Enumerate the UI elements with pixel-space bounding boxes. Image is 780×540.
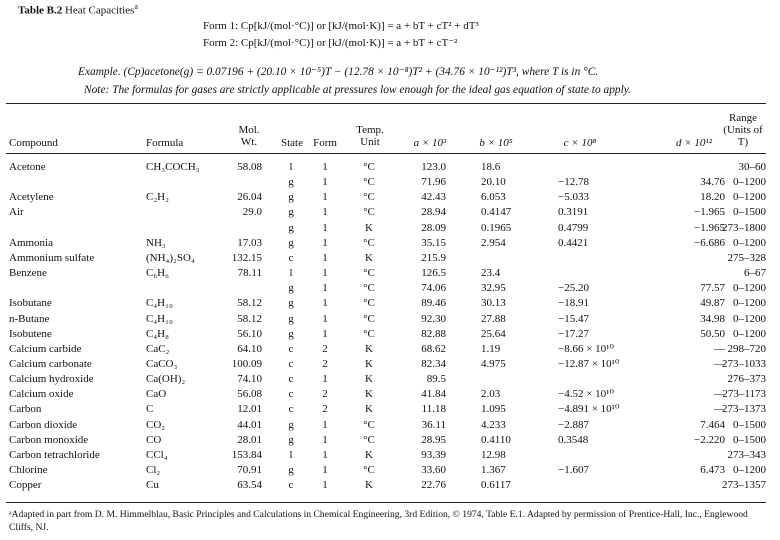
temp-unit-cell: °C: [363, 206, 375, 219]
a-coefficient-cell: 71.96: [421, 176, 446, 189]
temp-unit-cell: K: [365, 388, 373, 401]
table-row: [0, 402, 780, 416]
range-cell: 0–1200: [733, 236, 766, 249]
b-coefficient-cell: 12.98: [481, 448, 506, 461]
table-label: Table B.2: [18, 4, 63, 17]
c-coefficient-cell: −12.87 × 10¹⁰: [558, 357, 620, 370]
mol-wt-cell: 64.10: [237, 342, 262, 355]
form-cell: 1: [322, 206, 328, 219]
table-row: [0, 433, 780, 447]
range-cell: 298–720: [727, 342, 766, 355]
mol-wt-cell: 100.09: [231, 357, 262, 370]
range-cell: 30–60: [738, 161, 766, 173]
state-cell: c: [288, 479, 294, 492]
c-coefficient-cell: −1.607: [558, 464, 589, 476]
compound-cell: Copper: [9, 479, 42, 492]
table-row: [0, 418, 780, 432]
mol-wt-cell: 44.01: [237, 418, 262, 431]
header-a: a × 10³: [413, 137, 447, 149]
compound-cell: Isobutane: [9, 297, 52, 310]
header-state: State: [281, 137, 303, 149]
table-row: [0, 478, 780, 492]
compound-cell: Calcium carbide: [9, 342, 82, 355]
state-cell: l: [289, 448, 293, 461]
c-coefficient-cell: −4.52 × 10¹⁰: [558, 388, 614, 401]
a-coefficient-cell: 92.30: [421, 312, 446, 325]
form-cell: 1: [322, 161, 328, 173]
state-cell: c: [288, 373, 294, 386]
c-coefficient-cell: −18.91: [558, 297, 589, 310]
compound-cell: n-Butane: [9, 312, 50, 325]
form-cell: 1: [322, 479, 328, 492]
range-cell: 6–67: [744, 267, 766, 280]
formula-cell: C₄H₁₀: [146, 297, 173, 310]
state-cell: g: [288, 327, 294, 340]
compound-cell: Acetone: [9, 161, 46, 173]
state-cell: g: [288, 282, 294, 295]
range-cell: 273–343: [727, 448, 766, 461]
b-coefficient-cell: 0.1965: [481, 221, 512, 234]
temp-unit-cell: K: [365, 357, 373, 370]
c-coefficient-cell: −15.47: [558, 312, 589, 325]
table-row: [0, 281, 780, 295]
mol-wt-cell: 26.04: [237, 191, 262, 204]
b-coefficient-cell: 0.6117: [481, 479, 511, 492]
c-coefficient-cell: 0.4421: [558, 236, 589, 249]
header-temp-unit: Temp. Unit: [356, 124, 384, 148]
d-coefficient-cell: —: [714, 403, 725, 416]
d-coefficient-cell: −1.965: [694, 221, 725, 234]
table-row: [0, 160, 780, 174]
state-cell: g: [288, 176, 294, 189]
b-coefficient-cell: 30.13: [481, 297, 506, 310]
b-coefficient-cell: 32.95: [481, 282, 506, 295]
form-cell: 1: [322, 418, 328, 431]
form1-equation: Form 1: Cp[kJ/(mol·°C)] or [kJ/(mol·K)] = a + bT + cT² + dT³: [203, 20, 479, 32]
temp-unit-cell: °C: [363, 433, 375, 446]
table-row: [0, 342, 780, 356]
b-coefficient-cell: 20.10: [481, 176, 506, 189]
a-coefficient-cell: 68.62: [421, 342, 446, 355]
mol-wt-cell: 74.10: [237, 373, 262, 386]
table-row: [0, 296, 780, 310]
d-coefficient-cell: 50.50: [700, 327, 725, 340]
range-cell: 273–1033: [722, 357, 766, 370]
compound-cell: Calcium oxide: [9, 388, 74, 401]
header-b: b × 10⁵: [479, 137, 513, 149]
mol-wt-cell: 63.54: [237, 479, 262, 492]
formula-cell: CaO: [146, 388, 167, 401]
a-coefficient-cell: 28.09: [421, 221, 446, 234]
compound-cell: Carbon dioxide: [9, 418, 78, 431]
d-coefficient-cell: 77.57: [700, 282, 725, 295]
state-cell: g: [288, 433, 294, 446]
d-coefficient-cell: −2.220: [694, 433, 725, 446]
form-cell: 2: [322, 403, 328, 416]
mol-wt-cell: 78.11: [237, 267, 262, 280]
a-coefficient-cell: 215.9: [421, 251, 446, 264]
a-coefficient-cell: 28.95: [421, 433, 446, 446]
mol-wt-cell: 153.84: [231, 448, 262, 461]
temp-unit-cell: °C: [363, 176, 375, 189]
temp-unit-cell: K: [365, 373, 373, 386]
header-form: Form: [313, 137, 337, 149]
b-coefficient-cell: 18.6: [481, 161, 501, 173]
state-cell: g: [288, 221, 294, 234]
compound-cell: Air: [9, 206, 24, 219]
formula-cell: C₂H₂: [146, 191, 169, 204]
form-cell: 1: [322, 236, 328, 249]
table-row: [0, 221, 780, 235]
a-coefficient-cell: 93.39: [421, 448, 446, 461]
table-row: [0, 372, 780, 386]
range-cell: 0–1500: [733, 418, 766, 431]
temp-unit-cell: °C: [363, 312, 375, 325]
form-cell: 1: [322, 267, 328, 280]
form-cell: 1: [322, 251, 328, 264]
temp-unit-cell: °C: [363, 267, 375, 280]
temp-unit-cell: K: [365, 403, 373, 416]
temp-unit-cell: K: [365, 221, 373, 234]
temp-unit-cell: °C: [363, 236, 375, 249]
d-coefficient-cell: 7.464: [700, 418, 725, 431]
state-cell: g: [288, 418, 294, 431]
a-coefficient-cell: 82.88: [421, 327, 446, 340]
header-mol-wt: Mol. Wt.: [238, 124, 260, 148]
b-coefficient-cell: 4.975: [481, 357, 506, 370]
a-coefficient-cell: 33.60: [421, 464, 446, 476]
c-coefficient-cell: −25.20: [558, 282, 589, 295]
b-coefficient-cell: 1.367: [481, 464, 506, 476]
range-cell: 0–1500: [733, 206, 766, 219]
mol-wt-cell: 132.15: [231, 251, 262, 264]
d-coefficient-cell: —: [714, 357, 725, 370]
a-coefficient-cell: 123.0: [421, 161, 446, 173]
formula-cell: CaCO₃: [146, 357, 178, 370]
c-coefficient-cell: −8.66 × 10¹⁰: [558, 342, 614, 355]
state-cell: g: [288, 464, 294, 476]
compound-cell: Ammonia: [9, 236, 53, 249]
d-coefficient-cell: 6.473: [700, 464, 725, 476]
temp-unit-cell: °C: [363, 464, 375, 476]
a-coefficient-cell: 74.06: [421, 282, 446, 295]
table-title-text: Heat Capacities: [64, 4, 135, 17]
mol-wt-cell: 17.03: [237, 236, 262, 249]
c-coefficient-cell: −17.27: [558, 327, 589, 340]
d-coefficient-cell: 18.20: [700, 191, 725, 204]
mol-wt-cell: 70.91: [237, 464, 262, 476]
form-cell: 1: [322, 312, 328, 325]
compound-cell: Carbon: [9, 403, 42, 416]
mol-wt-cell: 56.10: [237, 327, 262, 340]
compound-cell: Carbon tetrachloride: [9, 448, 100, 461]
a-coefficient-cell: 41.84: [421, 388, 446, 401]
a-coefficient-cell: 82.34: [421, 357, 446, 370]
header-compound: Compound: [9, 137, 58, 149]
form2-equation: Form 2: Cp[kJ/(mol·°C)] or [kJ/(mol·K)] = a + bT + cT⁻²: [203, 37, 458, 49]
state-cell: g: [288, 191, 294, 204]
compound-cell: Isobutene: [9, 327, 52, 340]
b-coefficient-cell: 2.954: [481, 236, 506, 249]
d-coefficient-cell: 49.87: [700, 297, 725, 310]
c-coefficient-cell: 0.3548: [558, 433, 589, 446]
compound-cell: Benzene: [9, 267, 47, 280]
c-coefficient-cell: −5.033: [558, 191, 589, 204]
d-coefficient-cell: 34.98: [700, 312, 725, 325]
table-row: [0, 312, 780, 326]
state-cell: c: [288, 388, 294, 401]
table-row: [0, 357, 780, 371]
formula-cell: CCl₄: [146, 448, 168, 461]
d-coefficient-cell: −1.965: [694, 206, 725, 219]
header-top-rule: [6, 103, 766, 104]
formula-cell: Cu: [146, 479, 159, 492]
mol-wt-cell: 58.08: [237, 161, 262, 173]
formula-cell: (NH₄)₂SO₄: [146, 251, 195, 264]
form-cell: 1: [322, 433, 328, 446]
form-cell: 1: [322, 176, 328, 189]
mol-wt-cell: 28.01: [237, 433, 262, 446]
mol-wt-cell: 56.08: [237, 388, 262, 401]
table-row: [0, 448, 780, 462]
state-cell: c: [288, 357, 294, 370]
a-coefficient-cell: 22.76: [421, 479, 446, 492]
header-formula: Formula: [146, 137, 184, 149]
header-c: c × 10⁸: [563, 137, 597, 149]
range-cell: 0–1200: [733, 191, 766, 204]
range-cell: 0–1200: [733, 312, 766, 325]
state-cell: g: [288, 312, 294, 325]
formula-cell: C₄H₈: [146, 327, 169, 340]
form-cell: 1: [322, 191, 328, 204]
example-equation: Example. (Cp)acetone(g) = 0.07196 + (20.10 × 10⁻⁵)T − (12.78 × 10⁻⁸)T² + (34.76 × 10⁻¹²)T³, where T is in °C.: [78, 66, 599, 78]
state-cell: c: [288, 342, 294, 355]
formula-cell: Cl₂: [146, 464, 161, 476]
c-coefficient-cell: −4.891 × 10¹⁰: [558, 403, 620, 416]
range-cell: 276–373: [727, 373, 766, 386]
b-coefficient-cell: 6.053: [481, 191, 506, 204]
b-coefficient-cell: 0.4147: [481, 206, 512, 219]
d-coefficient-cell: −6.686: [694, 236, 725, 249]
header-d: d × 10¹²: [675, 137, 713, 149]
b-coefficient-cell: 4.233: [481, 418, 506, 431]
range-cell: 275–328: [727, 251, 766, 264]
formula-cell: Ca(OH)₂: [146, 373, 186, 386]
table-row: [0, 327, 780, 341]
range-cell: 0–1200: [733, 282, 766, 295]
temp-unit-cell: K: [365, 479, 373, 492]
form-cell: 2: [322, 357, 328, 370]
formula-cell: CO: [146, 433, 162, 446]
range-cell: 0–1200: [733, 327, 766, 340]
form-cell: 2: [322, 342, 328, 355]
a-coefficient-cell: 126.5: [421, 267, 446, 280]
state-cell: g: [288, 297, 294, 310]
compound-cell: Calcium hydroxide: [9, 373, 94, 386]
range-cell: 273–1800: [722, 221, 766, 234]
a-coefficient-cell: 35.15: [421, 236, 446, 249]
form-cell: 1: [322, 327, 328, 340]
a-coefficient-cell: 89.5: [426, 373, 446, 386]
b-coefficient-cell: 0.4110: [481, 433, 511, 446]
state-cell: l: [289, 161, 293, 173]
d-coefficient-cell: —: [714, 388, 725, 401]
temp-unit-cell: °C: [363, 418, 375, 431]
formula-cell: NH₃: [146, 236, 166, 249]
state-cell: c: [288, 403, 294, 416]
b-coefficient-cell: 25.64: [481, 327, 506, 340]
temp-unit-cell: K: [365, 342, 373, 355]
mol-wt-cell: 12.01: [237, 403, 262, 416]
table-row: [0, 266, 780, 280]
table-row: [0, 190, 780, 204]
temp-unit-cell: °C: [363, 191, 375, 204]
mol-wt-cell: 58.12: [237, 297, 262, 310]
b-coefficient-cell: 1.19: [481, 342, 501, 355]
temp-unit-cell: °C: [363, 327, 375, 340]
range-cell: 273–1373: [722, 403, 766, 416]
table-note: Note: The formulas for gases are strictly applicable at pressures low enough for the ideal gas equation of state to apply.: [84, 84, 632, 96]
range-cell: 273–1173: [722, 388, 766, 401]
temp-unit-cell: °C: [363, 161, 375, 173]
state-cell: g: [288, 236, 294, 249]
form-cell: 1: [322, 282, 328, 295]
compound-cell: Acetylene: [9, 191, 54, 204]
mol-wt-cell: 29.0: [242, 206, 262, 219]
formula-cell: CH₃COCH₃: [146, 161, 200, 173]
table-row: [0, 387, 780, 401]
state-cell: c: [288, 251, 294, 264]
table-row: [0, 175, 780, 189]
compound-cell: Calcium carbonate: [9, 357, 92, 370]
a-coefficient-cell: 28.94: [421, 206, 446, 219]
range-cell: 0–1200: [733, 464, 766, 476]
b-coefficient-cell: 27.88: [481, 312, 506, 325]
b-coefficient-cell: 1.095: [481, 403, 506, 416]
temp-unit-cell: °C: [363, 297, 375, 310]
header-bottom-rule: [6, 153, 766, 154]
a-coefficient-cell: 42.43: [421, 191, 446, 204]
table-row: [0, 205, 780, 219]
a-coefficient-cell: 36.11: [421, 418, 446, 431]
table-row: [0, 251, 780, 265]
form-cell: 1: [322, 448, 328, 461]
temp-unit-cell: K: [365, 448, 373, 461]
compound-cell: Ammonium sulfate: [9, 251, 95, 264]
form-cell: 1: [322, 373, 328, 386]
table-title: [18, 2, 138, 17]
state-cell: g: [288, 206, 294, 219]
formula-cell: C₄H₁₀: [146, 312, 173, 325]
c-coefficient-cell: 0.3191: [558, 206, 589, 219]
c-coefficient-cell: −2.887: [558, 418, 589, 431]
a-coefficient-cell: 89.46: [421, 297, 446, 310]
temp-unit-cell: K: [365, 251, 373, 264]
temp-unit-cell: °C: [363, 282, 375, 295]
form-cell: 1: [322, 297, 328, 310]
formula-cell: C₆H₆: [146, 267, 169, 280]
d-coefficient-cell: 34.76: [700, 176, 725, 189]
state-cell: l: [289, 267, 293, 280]
header-range: Range (Units of T): [723, 112, 763, 148]
range-cell: 273–1357: [722, 479, 766, 492]
b-coefficient-cell: 2.03: [481, 388, 501, 401]
compound-cell: Carbon monoxide: [9, 433, 89, 446]
range-cell: 0–1200: [733, 176, 766, 189]
title-footnote-marker: a: [134, 2, 138, 11]
footnote: ᵃAdapted in part from D. M. Himmelblau, Basic Principles and Calculations in Chemical Engineering, 3rd Edition, © 1974, Table E.1. Adapted by permission of Prentice-Hall, Inc., Englewood Cliffs, NJ.: [9, 509, 748, 533]
range-cell: 0–1500: [733, 433, 766, 446]
range-cell: 0–1200: [733, 297, 766, 310]
compound-cell: Chlorine: [9, 464, 48, 476]
formula-cell: CO₂: [146, 418, 166, 431]
c-coefficient-cell: −12.78: [558, 176, 589, 189]
formula-cell: CaC₂: [146, 342, 170, 355]
b-coefficient-cell: 23.4: [481, 267, 501, 280]
formula-cell: C: [146, 403, 154, 416]
table-bottom-rule: [6, 502, 766, 503]
form-cell: 1: [322, 221, 328, 234]
a-coefficient-cell: 11.18: [421, 403, 446, 416]
d-coefficient-cell: —: [714, 342, 725, 355]
form-cell: 2: [322, 388, 328, 401]
mol-wt-cell: 58.12: [237, 312, 262, 325]
form-cell: 1: [322, 464, 328, 476]
table-row: [0, 236, 780, 250]
c-coefficient-cell: 0.4799: [558, 221, 589, 234]
table-row: [0, 463, 780, 477]
